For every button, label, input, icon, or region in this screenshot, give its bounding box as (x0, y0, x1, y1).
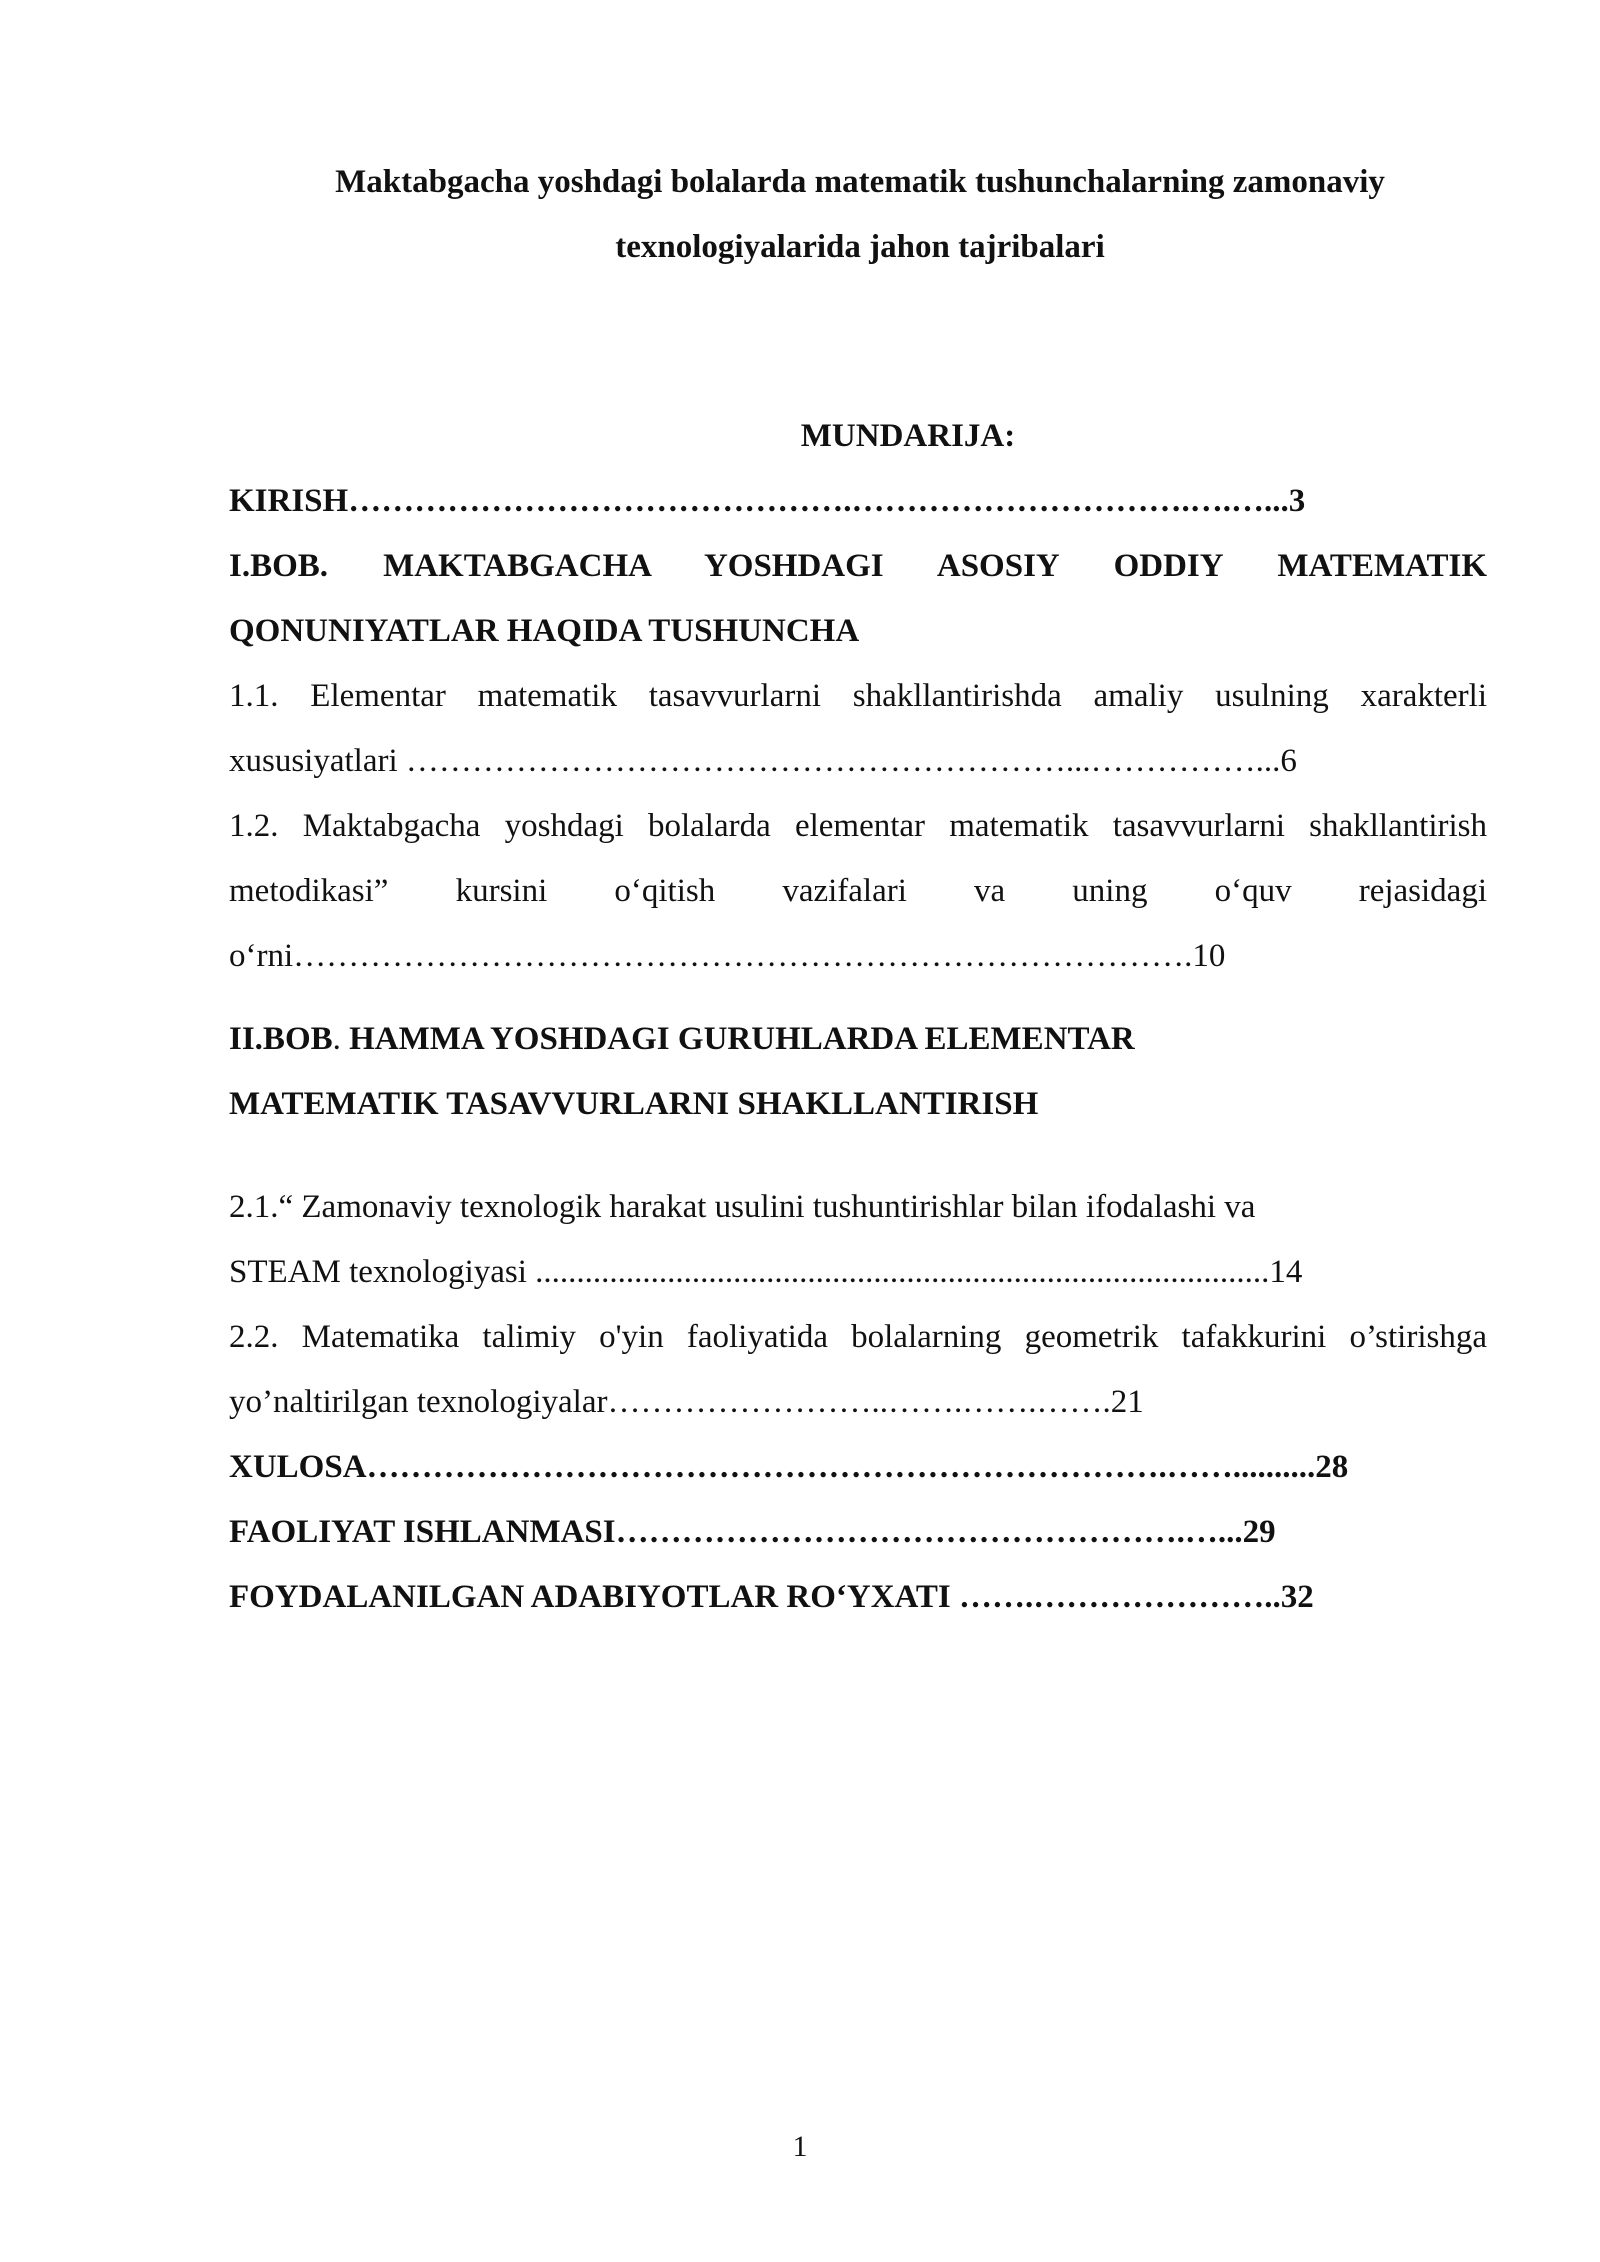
toc-entry-section-1-2: 1.2. Maktabgacha yoshdagi bolalarda elementar matematik tasavvurlarni shakllantirish metodikasi” kursini o‘qitish vazifalari va uning o‘quv rejasidagi o‘rni……………………………………………………………………….10 (229, 808, 1487, 974)
chapter-2-title: HAMMA YOSHDAGI GURUHLARDA ELEMENTAR (340, 1021, 1135, 1057)
chapter-2-prefix: II.BOB (229, 1021, 333, 1057)
section-2-1-line-2: STEAM texnologiyasi .........................................................................................14 (229, 1254, 1303, 1290)
toc-entry-references: FOYDALANILGAN ADABIYOTLAR RO‘YXATI …….…………………..32 (229, 1579, 1314, 1615)
title-line-2: texnologiyalarida jahon tajribalari (615, 229, 1105, 265)
toc-heading: MUNDARIJA: (800, 418, 1016, 454)
toc-entry-chapter-1: I.BOB. MAKTABGACHA YOSHDAGI ASOSIY ODDIY MATEMATIK QONUNIYATLAR HAQIDA TUSHUNCHA (229, 548, 1487, 649)
title-line-1: Maktabgacha yoshdagi bolalarda matematik tushunchalarning zamonaviy (335, 164, 1385, 200)
toc-entry-section-2-2: 2.2. Matematika talimiy o'yin faoliyatida bolalarning geometrik tafakkurini o’stirishga yo’naltirilgan texnologiyalar……………………..…….…….…….21 (229, 1319, 1487, 1420)
document-title (220, 150, 1500, 280)
toc-entry-section-1-1: 1.1. Elementar matematik tasavvurlarni shakllantirishda amaliy usulning xarakterli xususiyatlari ……………………………………………………...……………...6 (229, 678, 1487, 779)
chapter-2-title-line-2: MATEMATIK TASAVVURLARNI SHAKLLANTIRISH (229, 1086, 1039, 1122)
toc-entry-section-2-1 (229, 1175, 1487, 1305)
table-of-contents (229, 404, 1487, 1630)
toc-entry-xulosa: XULOSA……………………………………………………………….……..........28 (229, 1449, 1349, 1485)
toc-entry-faoliyat: FAOLIYAT ISHLANMASI…………………………………………….…...29 (229, 1514, 1276, 1550)
section-2-1-line-1: 2.1.“ Zamonaviy texnologik harakat usulini tushuntirishlar bilan ifodalashi va (229, 1189, 1256, 1225)
page-number: 1 (792, 2130, 808, 2163)
toc-entry-kirish: KIRISH……………………………………….………………………….….…...3 (229, 483, 1306, 519)
toc-entry-chapter-2 (229, 1007, 1487, 1137)
chapter-2-dot: . (332, 1021, 341, 1057)
